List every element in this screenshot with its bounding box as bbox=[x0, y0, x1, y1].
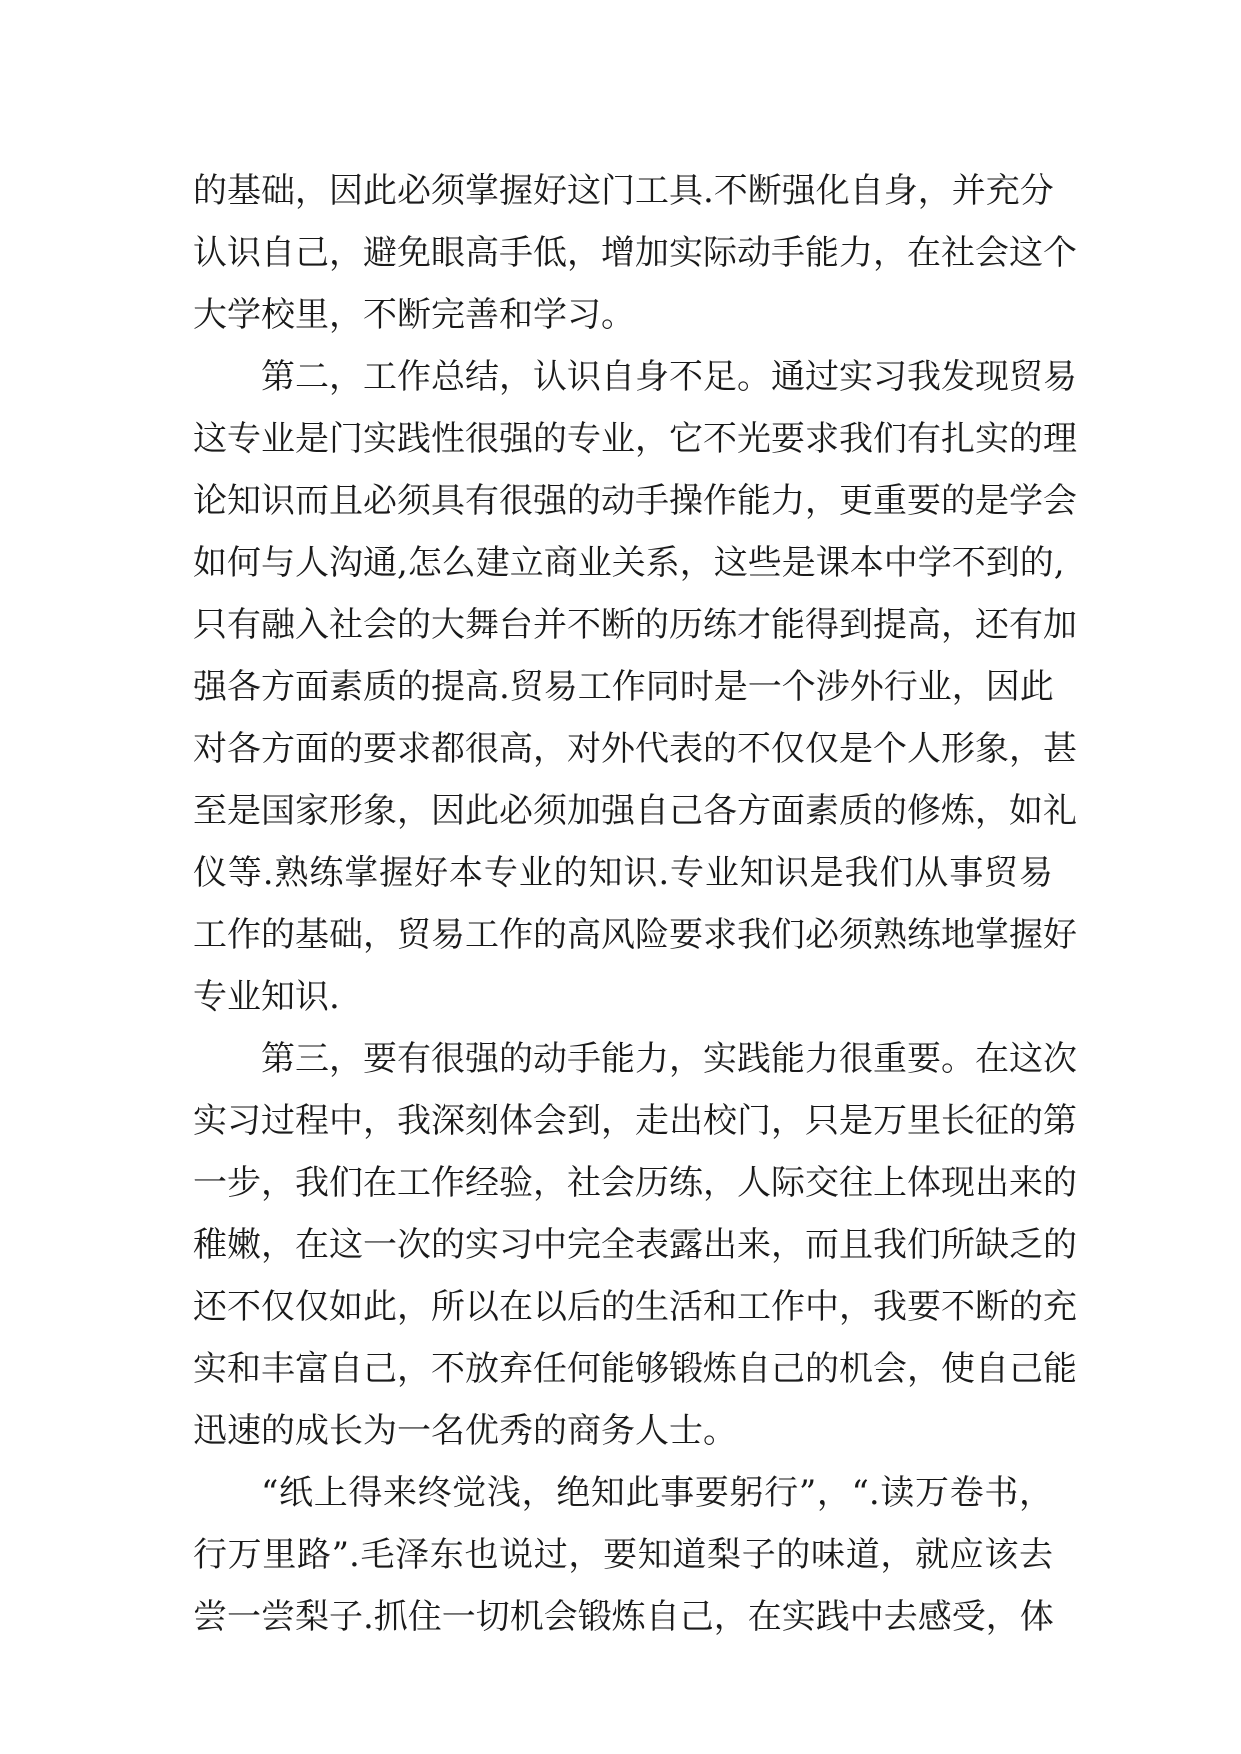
text-line: 行万里路”.毛泽东也说过，要知道梨子的味道，就应该去 bbox=[193, 1535, 1053, 1575]
paragraph-start-line: 第三，要有很强的动手能力，实践能力很重要。在这次 bbox=[261, 1039, 1077, 1079]
text-line: 稚嫩，在这一次的实习中完全表露出来，而且我们所缺乏的 bbox=[193, 1225, 1077, 1265]
text-line: 只有融入社会的大舞台并不断的历练才能得到提高，还有加 bbox=[193, 605, 1077, 645]
text-line: 认识自己，避免眼高手低，增加实际动手能力，在社会这个 bbox=[193, 233, 1077, 273]
text-line: 这专业是门实践性很强的专业，它不光要求我们有扎实的理 bbox=[193, 419, 1077, 459]
text-line: 大学校里，不断完善和学习。 bbox=[193, 295, 635, 335]
text-line: 尝一尝梨子.抓住一切机会锻炼自己，在实践中去感受，体 bbox=[193, 1597, 1054, 1637]
text-line: 论知识而且必须具有很强的动手操作能力，更重要的是学会 bbox=[193, 481, 1077, 521]
text-line: 专业知识. bbox=[193, 977, 340, 1017]
text-line: 的基础，因此必须掌握好这门工具.不断强化自身，并充分 bbox=[193, 171, 1054, 211]
text-line: 一步，我们在工作经验，社会历练，人际交往上体现出来的 bbox=[193, 1163, 1077, 1203]
paragraph-start-line: 第二，工作总结，认识自身不足。通过实习我发现贸易 bbox=[261, 357, 1077, 397]
text-line: 强各方面素质的提高.贸易工作同时是一个涉外行业，因此 bbox=[193, 667, 1054, 707]
paragraph-start-line: “纸上得来终觉浅，绝知此事要躬行”，“.读万卷书， bbox=[261, 1473, 1053, 1513]
body-text bbox=[193, 160, 1077, 1648]
text-line: 至是国家形象，因此必须加强自己各方面素质的修炼，如礼 bbox=[193, 791, 1077, 831]
text-line: 对各方面的要求都很高，对外代表的不仅仅是个人形象，甚 bbox=[193, 729, 1077, 769]
text-line: 仪等.熟练掌握好本专业的知识.专业知识是我们从事贸易 bbox=[193, 853, 1053, 893]
text-line: 实习过程中，我深刻体会到，走出校门，只是万里长征的第 bbox=[193, 1101, 1077, 1141]
text-line: 实和丰富自己，不放弃任何能够锻炼自己的机会，使自己能 bbox=[193, 1349, 1077, 1389]
text-line: 工作的基础，贸易工作的高风险要求我们必须熟练地掌握好 bbox=[193, 915, 1077, 955]
text-line: 如何与人沟通,怎么建立商业关系，这些是课本中学不到的, bbox=[193, 543, 1065, 583]
text-line: 迅速的成长为一名优秀的商务人士。 bbox=[193, 1411, 737, 1451]
text-line: 还不仅仅如此，所以在以后的生活和工作中，我要不断的充 bbox=[193, 1287, 1077, 1327]
